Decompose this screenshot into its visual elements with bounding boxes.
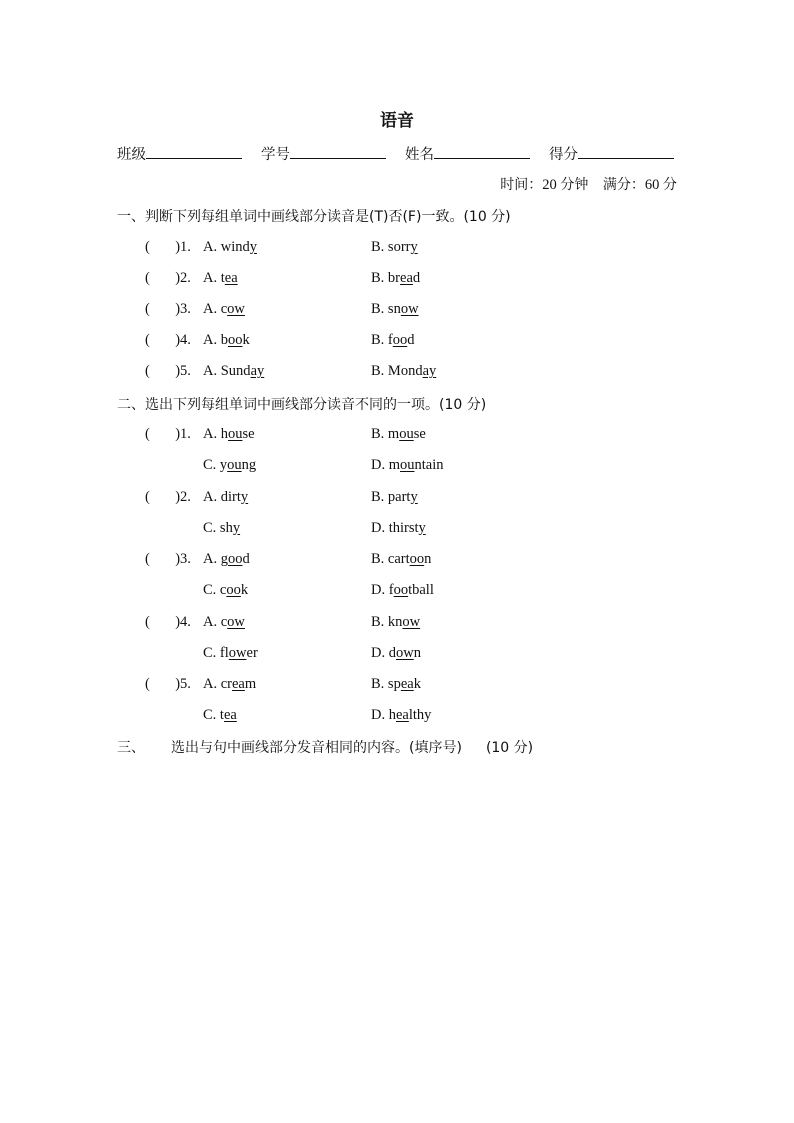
option-d-word: mountain <box>388 457 444 473</box>
answer-blank[interactable]: ( )1. <box>145 426 195 442</box>
option-b: B. speak <box>371 676 421 692</box>
question-row <box>0 270 794 292</box>
option-a-word: good <box>220 551 250 567</box>
option-b-word: cartoon <box>387 551 432 567</box>
full-score-label: 满分： <box>602 177 645 193</box>
option-b: B. party <box>371 488 418 505</box>
name-field[interactable] <box>405 143 530 164</box>
full-score-unit: 分 <box>663 177 677 193</box>
underlined-letters: ea <box>223 707 237 723</box>
underlined-letters: y <box>240 488 249 505</box>
underlined-letters: ea <box>400 676 414 692</box>
option-c-word: flower <box>219 644 258 661</box>
student-info-line <box>117 143 677 165</box>
option-b-word: bread <box>387 270 421 286</box>
question-row <box>0 520 794 542</box>
option-b-word: mouse <box>387 426 426 442</box>
option-b: B. know <box>371 613 421 630</box>
underlined-letters: y <box>418 519 426 536</box>
option-b-word: speak <box>387 676 421 692</box>
underlined-letters: ow <box>400 301 419 317</box>
option-d-word: thirsty <box>388 519 426 536</box>
underlined-letters: ow <box>227 613 245 630</box>
underlined-letters: ou <box>400 457 415 473</box>
question-row <box>0 551 794 573</box>
question-row <box>0 676 794 698</box>
question-row <box>0 489 794 511</box>
option-b: B. mouse <box>371 426 426 442</box>
option-b-word: sorry <box>387 239 418 255</box>
underlined-letters: oo <box>409 551 425 567</box>
underlined-letters: ou <box>227 426 243 442</box>
option-d: D. football <box>371 582 434 598</box>
underlined-letters: oo <box>227 551 243 567</box>
underlined-letters: oo <box>226 582 241 598</box>
option-a: A. house <box>203 426 255 442</box>
option-a: A. cow <box>203 613 245 630</box>
option-d: D. down <box>371 644 421 661</box>
answer-blank[interactable]: ( )4. <box>145 332 195 348</box>
underlined-letters: ea <box>400 270 413 286</box>
answer-blank[interactable]: ( )4. <box>145 613 195 630</box>
option-c-word: young <box>219 457 257 473</box>
underlined-letters: ow <box>402 613 421 630</box>
class-label: 班级 <box>117 147 146 163</box>
option-b-word: know <box>387 613 421 630</box>
score-blank[interactable] <box>578 143 674 159</box>
underlined-letters: ow <box>227 301 245 317</box>
underlined-letters: y <box>232 519 241 536</box>
answer-blank[interactable]: ( )1. <box>145 239 195 255</box>
option-b: B. cartoon <box>371 551 432 567</box>
student-number-field[interactable] <box>261 143 386 164</box>
section-3-number: 三、 <box>117 740 145 756</box>
name-blank[interactable] <box>434 143 530 159</box>
option-d-word: healthy <box>388 707 432 723</box>
option-b-word: Monday <box>387 363 437 379</box>
option-a: A. tea <box>203 270 238 286</box>
option-c-word: tea <box>219 707 237 723</box>
option-b-word: snow <box>387 301 419 317</box>
underlined-letters: oo <box>393 582 409 598</box>
section-3-heading <box>117 737 533 757</box>
underlined-letters: oo <box>392 332 408 348</box>
section-3-score: (10 分) <box>485 740 534 756</box>
option-a-word: cow <box>220 301 245 317</box>
question-row <box>0 707 794 729</box>
time-unit: 分钟 <box>560 177 589 193</box>
underlined-letters: y <box>249 239 257 255</box>
option-a-word: cow <box>220 613 245 630</box>
answer-blank[interactable]: ( )2. <box>145 488 195 505</box>
option-a: A. good <box>203 551 250 567</box>
underlined-letters: ay <box>422 363 437 379</box>
section-2-heading: 二、选出下列每组单词中画线部分读音不同的一项。(10 分) <box>117 397 487 413</box>
option-c: C. shy <box>203 519 241 536</box>
option-a: A. Sunday <box>203 363 265 379</box>
option-b: B. bread <box>371 270 421 286</box>
underlined-letters: ea <box>232 676 245 692</box>
option-b: B. food <box>371 332 415 348</box>
option-a-word: tea <box>220 270 238 286</box>
option-a-word: Sunday <box>220 363 265 379</box>
name-label: 姓名 <box>405 147 434 163</box>
option-b: B. sorry <box>371 239 418 255</box>
underlined-letters: oo <box>227 332 243 348</box>
option-a: A. book <box>203 332 250 348</box>
underlined-letters: y <box>410 239 418 255</box>
question-row <box>0 614 794 636</box>
option-d: D. thirsty <box>371 519 426 536</box>
score-label: 得分 <box>549 147 578 163</box>
student-number-label: 学号 <box>261 147 290 163</box>
time-label: 时间： <box>500 177 543 193</box>
option-c-word: cook <box>219 582 249 598</box>
answer-blank[interactable]: ( )3. <box>145 301 195 317</box>
underlined-letters: y <box>410 488 418 505</box>
option-b-word: food <box>387 332 415 348</box>
answer-blank[interactable]: ( )2. <box>145 270 195 286</box>
option-c: C. flower <box>203 644 258 661</box>
section-3-title: 选出与句中画线部分发音相同的内容。(填序号) <box>171 740 462 756</box>
class-field[interactable] <box>117 143 242 164</box>
time-value: 20 <box>542 177 557 193</box>
page-title: 语音 <box>380 111 414 131</box>
class-blank[interactable] <box>146 143 242 159</box>
option-c: C. cook <box>203 582 249 598</box>
option-a-word: windy <box>220 239 257 255</box>
option-b-word: party <box>387 488 418 505</box>
option-a: A. cream <box>203 676 257 692</box>
option-a-word: book <box>220 332 250 348</box>
option-a: A. dirty <box>203 488 249 505</box>
option-c: C. tea <box>203 707 237 723</box>
underlined-letters: ow <box>395 644 414 661</box>
option-c: C. young <box>203 457 257 473</box>
underlined-letters: ea <box>224 270 238 286</box>
option-a: A. cow <box>203 301 245 317</box>
question-row <box>0 582 794 604</box>
answer-blank[interactable]: ( )5. <box>145 676 195 692</box>
underlined-letters: ou <box>227 457 242 473</box>
option-d-word: football <box>388 582 434 598</box>
section-1-heading: 一、判断下列每组单词中画线部分读音是(T)否(F)一致。(10 分) <box>117 209 511 225</box>
question-row <box>0 426 794 448</box>
full-score-value: 60 <box>644 177 660 193</box>
question-row <box>0 645 794 667</box>
question-row <box>0 239 794 261</box>
underlined-letters: ou <box>399 426 414 442</box>
option-a-word: dirty <box>220 488 249 505</box>
question-row <box>0 363 794 385</box>
score-field[interactable] <box>549 143 674 164</box>
option-d: D. healthy <box>371 707 432 723</box>
option-b: B. Monday <box>371 363 437 379</box>
question-row <box>0 457 794 479</box>
answer-blank[interactable]: ( )5. <box>145 363 195 379</box>
underlined-letters: ea <box>395 707 409 723</box>
underlined-letters: ay <box>250 363 265 379</box>
question-row <box>0 301 794 323</box>
underlined-letters: ow <box>228 644 247 661</box>
exam-meta <box>500 174 677 194</box>
option-a-word: cream <box>220 676 257 692</box>
answer-blank[interactable]: ( )3. <box>145 551 195 567</box>
student-number-blank[interactable] <box>290 143 386 159</box>
option-a-word: house <box>220 426 255 442</box>
option-a: A. windy <box>203 239 257 255</box>
option-d: D. mountain <box>371 457 444 473</box>
option-c-word: shy <box>219 519 241 536</box>
option-b: B. snow <box>371 301 419 317</box>
option-d-word: down <box>388 644 421 661</box>
question-row <box>0 332 794 354</box>
